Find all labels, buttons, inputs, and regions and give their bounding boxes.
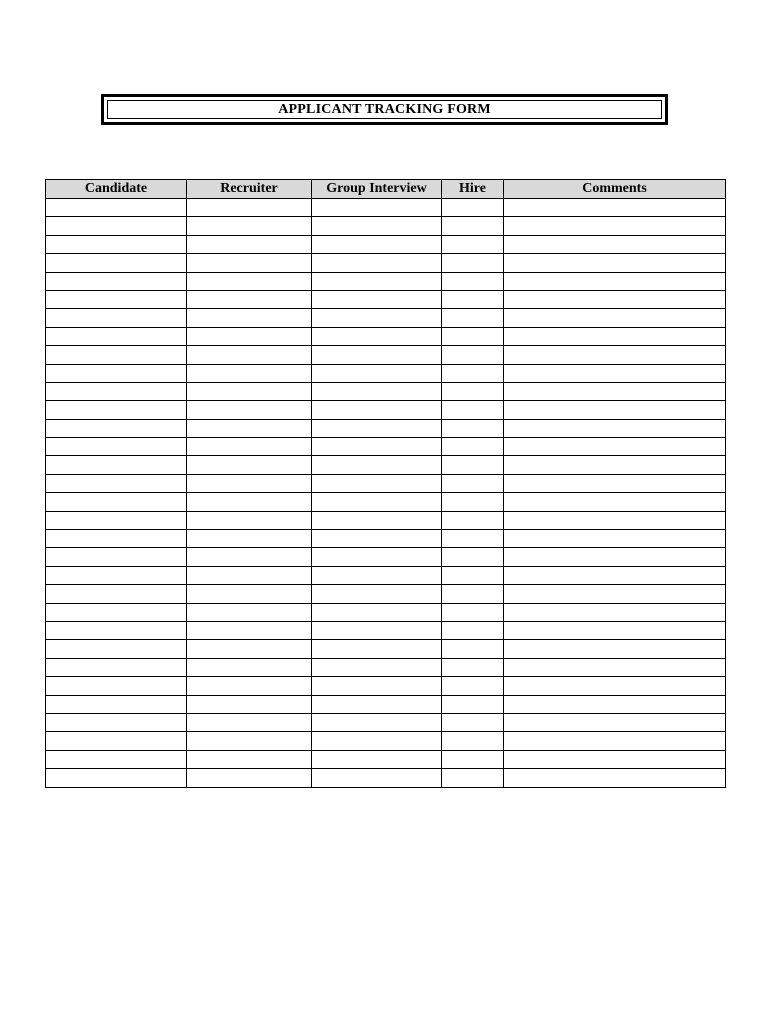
table-row bbox=[46, 548, 726, 566]
cell-hire[interactable] bbox=[442, 290, 504, 308]
cell-comments[interactable] bbox=[504, 603, 726, 621]
cell-recruiter[interactable] bbox=[187, 235, 312, 253]
cell-hire[interactable] bbox=[442, 235, 504, 253]
cell-recruiter[interactable] bbox=[187, 585, 312, 603]
cell-candidate[interactable] bbox=[46, 511, 187, 529]
cell-candidate[interactable] bbox=[46, 419, 187, 437]
cell-comments[interactable] bbox=[504, 217, 726, 235]
table-row bbox=[46, 272, 726, 290]
cell-hire[interactable] bbox=[442, 401, 504, 419]
cell-group-interview[interactable] bbox=[312, 309, 442, 327]
cell-candidate[interactable] bbox=[46, 382, 187, 400]
cell-candidate[interactable] bbox=[46, 658, 187, 676]
cell-candidate[interactable] bbox=[46, 750, 187, 768]
table-row bbox=[46, 732, 726, 750]
cell-group-interview[interactable] bbox=[312, 364, 442, 382]
cell-recruiter[interactable] bbox=[187, 254, 312, 272]
cell-group-interview[interactable] bbox=[312, 769, 442, 787]
table-row bbox=[46, 603, 726, 621]
cell-comments[interactable] bbox=[504, 658, 726, 676]
cell-group-interview[interactable] bbox=[312, 640, 442, 658]
cell-group-interview[interactable] bbox=[312, 603, 442, 621]
cell-hire[interactable] bbox=[442, 658, 504, 676]
cell-recruiter[interactable] bbox=[187, 199, 312, 217]
table-row bbox=[46, 640, 726, 658]
cell-group-interview[interactable] bbox=[312, 511, 442, 529]
cell-comments[interactable] bbox=[504, 695, 726, 713]
table-row bbox=[46, 199, 726, 217]
table-row bbox=[46, 493, 726, 511]
cell-candidate[interactable] bbox=[46, 290, 187, 308]
cell-candidate[interactable] bbox=[46, 254, 187, 272]
table-header-row bbox=[46, 180, 726, 199]
cell-comments[interactable] bbox=[504, 401, 726, 419]
cell-recruiter[interactable] bbox=[187, 566, 312, 584]
cell-comments[interactable] bbox=[504, 254, 726, 272]
cell-comments[interactable] bbox=[504, 419, 726, 437]
cell-recruiter[interactable] bbox=[187, 217, 312, 235]
cell-recruiter[interactable] bbox=[187, 493, 312, 511]
cell-hire[interactable] bbox=[442, 603, 504, 621]
cell-recruiter[interactable] bbox=[187, 677, 312, 695]
cell-group-interview[interactable] bbox=[312, 750, 442, 768]
cell-group-interview[interactable] bbox=[312, 474, 442, 492]
cell-hire[interactable] bbox=[442, 364, 504, 382]
cell-hire[interactable] bbox=[442, 254, 504, 272]
column-header-comments: Comments bbox=[504, 180, 726, 199]
table-row bbox=[46, 382, 726, 400]
cell-hire[interactable] bbox=[442, 566, 504, 584]
cell-hire[interactable] bbox=[442, 548, 504, 566]
cell-comments[interactable] bbox=[504, 750, 726, 768]
table-body bbox=[46, 199, 726, 788]
cell-group-interview[interactable] bbox=[312, 199, 442, 217]
cell-group-interview[interactable] bbox=[312, 382, 442, 400]
cell-recruiter[interactable] bbox=[187, 382, 312, 400]
cell-group-interview[interactable] bbox=[312, 254, 442, 272]
cell-candidate[interactable] bbox=[46, 695, 187, 713]
cell-hire[interactable] bbox=[442, 419, 504, 437]
cell-hire[interactable] bbox=[442, 677, 504, 695]
cell-recruiter[interactable] bbox=[187, 530, 312, 548]
cell-candidate[interactable] bbox=[46, 309, 187, 327]
table-row bbox=[46, 346, 726, 364]
cell-hire[interactable] bbox=[442, 456, 504, 474]
table-row bbox=[46, 217, 726, 235]
cell-hire[interactable] bbox=[442, 732, 504, 750]
cell-comments[interactable] bbox=[504, 382, 726, 400]
cell-candidate[interactable] bbox=[46, 530, 187, 548]
table-row bbox=[46, 401, 726, 419]
table-row bbox=[46, 713, 726, 731]
cell-recruiter[interactable] bbox=[187, 695, 312, 713]
table-row bbox=[46, 566, 726, 584]
cell-recruiter[interactable] bbox=[187, 456, 312, 474]
cell-hire[interactable] bbox=[442, 272, 504, 290]
cell-group-interview[interactable] bbox=[312, 548, 442, 566]
table-row bbox=[46, 769, 726, 787]
cell-hire[interactable] bbox=[442, 769, 504, 787]
cell-recruiter[interactable] bbox=[187, 603, 312, 621]
cell-candidate[interactable] bbox=[46, 640, 187, 658]
cell-group-interview[interactable] bbox=[312, 585, 442, 603]
cell-comments[interactable] bbox=[504, 566, 726, 584]
cell-group-interview[interactable] bbox=[312, 456, 442, 474]
cell-candidate[interactable] bbox=[46, 364, 187, 382]
table-row bbox=[46, 474, 726, 492]
column-header-group-interview: Group Interview bbox=[312, 180, 442, 199]
cell-group-interview[interactable] bbox=[312, 438, 442, 456]
cell-candidate[interactable] bbox=[46, 401, 187, 419]
cell-hire[interactable] bbox=[442, 640, 504, 658]
cell-hire[interactable] bbox=[442, 438, 504, 456]
cell-comments[interactable] bbox=[504, 530, 726, 548]
cell-hire[interactable] bbox=[442, 217, 504, 235]
cell-recruiter[interactable] bbox=[187, 713, 312, 731]
cell-group-interview[interactable] bbox=[312, 530, 442, 548]
cell-hire[interactable] bbox=[442, 530, 504, 548]
cell-recruiter[interactable] bbox=[187, 272, 312, 290]
cell-comments[interactable] bbox=[504, 199, 726, 217]
cell-candidate[interactable] bbox=[46, 199, 187, 217]
cell-hire[interactable] bbox=[442, 621, 504, 639]
cell-group-interview[interactable] bbox=[312, 493, 442, 511]
cell-candidate[interactable] bbox=[46, 769, 187, 787]
cell-candidate[interactable] bbox=[46, 493, 187, 511]
cell-recruiter[interactable] bbox=[187, 511, 312, 529]
cell-comments[interactable] bbox=[504, 493, 726, 511]
table-row bbox=[46, 621, 726, 639]
table-row bbox=[46, 677, 726, 695]
column-header-candidate: Candidate bbox=[46, 180, 187, 199]
cell-comments[interactable] bbox=[504, 769, 726, 787]
cell-recruiter[interactable] bbox=[187, 309, 312, 327]
cell-comments[interactable] bbox=[504, 474, 726, 492]
form-title-box bbox=[101, 94, 668, 125]
cell-hire[interactable] bbox=[442, 493, 504, 511]
cell-recruiter[interactable] bbox=[187, 769, 312, 787]
cell-hire[interactable] bbox=[442, 382, 504, 400]
cell-group-interview[interactable] bbox=[312, 217, 442, 235]
cell-comments[interactable] bbox=[504, 290, 726, 308]
table-row bbox=[46, 530, 726, 548]
cell-recruiter[interactable] bbox=[187, 419, 312, 437]
table-row bbox=[46, 309, 726, 327]
table-row bbox=[46, 750, 726, 768]
cell-comments[interactable] bbox=[504, 511, 726, 529]
cell-comments[interactable] bbox=[504, 309, 726, 327]
table-row bbox=[46, 585, 726, 603]
cell-recruiter[interactable] bbox=[187, 346, 312, 364]
column-header-recruiter: Recruiter bbox=[187, 180, 312, 199]
cell-group-interview[interactable] bbox=[312, 272, 442, 290]
cell-candidate[interactable] bbox=[46, 603, 187, 621]
cell-candidate[interactable] bbox=[46, 585, 187, 603]
cell-comments[interactable] bbox=[504, 235, 726, 253]
cell-group-interview[interactable] bbox=[312, 346, 442, 364]
table-row bbox=[46, 456, 726, 474]
table-row bbox=[46, 290, 726, 308]
table-row bbox=[46, 438, 726, 456]
cell-candidate[interactable] bbox=[46, 438, 187, 456]
cell-candidate[interactable] bbox=[46, 548, 187, 566]
cell-recruiter[interactable] bbox=[187, 658, 312, 676]
cell-candidate[interactable] bbox=[46, 456, 187, 474]
cell-candidate[interactable] bbox=[46, 732, 187, 750]
cell-candidate[interactable] bbox=[46, 217, 187, 235]
cell-comments[interactable] bbox=[504, 585, 726, 603]
cell-recruiter[interactable] bbox=[187, 438, 312, 456]
cell-group-interview[interactable] bbox=[312, 401, 442, 419]
table-row bbox=[46, 327, 726, 345]
cell-candidate[interactable] bbox=[46, 235, 187, 253]
cell-comments[interactable] bbox=[504, 640, 726, 658]
table-row bbox=[46, 511, 726, 529]
table-row bbox=[46, 419, 726, 437]
cell-hire[interactable] bbox=[442, 199, 504, 217]
cell-comments[interactable] bbox=[504, 713, 726, 731]
cell-candidate[interactable] bbox=[46, 474, 187, 492]
table-row bbox=[46, 695, 726, 713]
cell-hire[interactable] bbox=[442, 346, 504, 364]
cell-hire[interactable] bbox=[442, 695, 504, 713]
cell-group-interview[interactable] bbox=[312, 419, 442, 437]
cell-candidate[interactable] bbox=[46, 677, 187, 695]
cell-group-interview[interactable] bbox=[312, 327, 442, 345]
cell-group-interview[interactable] bbox=[312, 713, 442, 731]
cell-group-interview[interactable] bbox=[312, 235, 442, 253]
cell-group-interview[interactable] bbox=[312, 677, 442, 695]
cell-comments[interactable] bbox=[504, 364, 726, 382]
cell-recruiter[interactable] bbox=[187, 732, 312, 750]
cell-comments[interactable] bbox=[504, 621, 726, 639]
table-row bbox=[46, 658, 726, 676]
cell-comments[interactable] bbox=[504, 548, 726, 566]
cell-comments[interactable] bbox=[504, 456, 726, 474]
cell-comments[interactable] bbox=[504, 327, 726, 345]
cell-candidate[interactable] bbox=[46, 713, 187, 731]
cell-recruiter[interactable] bbox=[187, 474, 312, 492]
cell-recruiter[interactable] bbox=[187, 548, 312, 566]
cell-hire[interactable] bbox=[442, 327, 504, 345]
cell-group-interview[interactable] bbox=[312, 290, 442, 308]
cell-hire[interactable] bbox=[442, 309, 504, 327]
cell-hire[interactable] bbox=[442, 511, 504, 529]
cell-comments[interactable] bbox=[504, 346, 726, 364]
applicant-tracking-table bbox=[45, 179, 726, 788]
cell-recruiter[interactable] bbox=[187, 621, 312, 639]
cell-hire[interactable] bbox=[442, 713, 504, 731]
cell-recruiter[interactable] bbox=[187, 640, 312, 658]
table-row bbox=[46, 254, 726, 272]
cell-candidate[interactable] bbox=[46, 327, 187, 345]
cell-comments[interactable] bbox=[504, 438, 726, 456]
cell-recruiter[interactable] bbox=[187, 327, 312, 345]
cell-hire[interactable] bbox=[442, 750, 504, 768]
cell-candidate[interactable] bbox=[46, 621, 187, 639]
cell-comments[interactable] bbox=[504, 732, 726, 750]
table-row bbox=[46, 364, 726, 382]
cell-group-interview[interactable] bbox=[312, 695, 442, 713]
cell-comments[interactable] bbox=[504, 677, 726, 695]
cell-candidate[interactable] bbox=[46, 272, 187, 290]
cell-recruiter[interactable] bbox=[187, 401, 312, 419]
cell-candidate[interactable] bbox=[46, 566, 187, 584]
cell-recruiter[interactable] bbox=[187, 750, 312, 768]
cell-candidate[interactable] bbox=[46, 346, 187, 364]
cell-comments[interactable] bbox=[504, 272, 726, 290]
cell-hire[interactable] bbox=[442, 585, 504, 603]
cell-recruiter[interactable] bbox=[187, 290, 312, 308]
cell-group-interview[interactable] bbox=[312, 566, 442, 584]
cell-group-interview[interactable] bbox=[312, 621, 442, 639]
cell-group-interview[interactable] bbox=[312, 732, 442, 750]
column-header-hire: Hire bbox=[442, 180, 504, 199]
cell-hire[interactable] bbox=[442, 474, 504, 492]
cell-group-interview[interactable] bbox=[312, 658, 442, 676]
form-title: APPLICANT TRACKING FORM bbox=[107, 100, 662, 119]
cell-recruiter[interactable] bbox=[187, 364, 312, 382]
table-row bbox=[46, 235, 726, 253]
